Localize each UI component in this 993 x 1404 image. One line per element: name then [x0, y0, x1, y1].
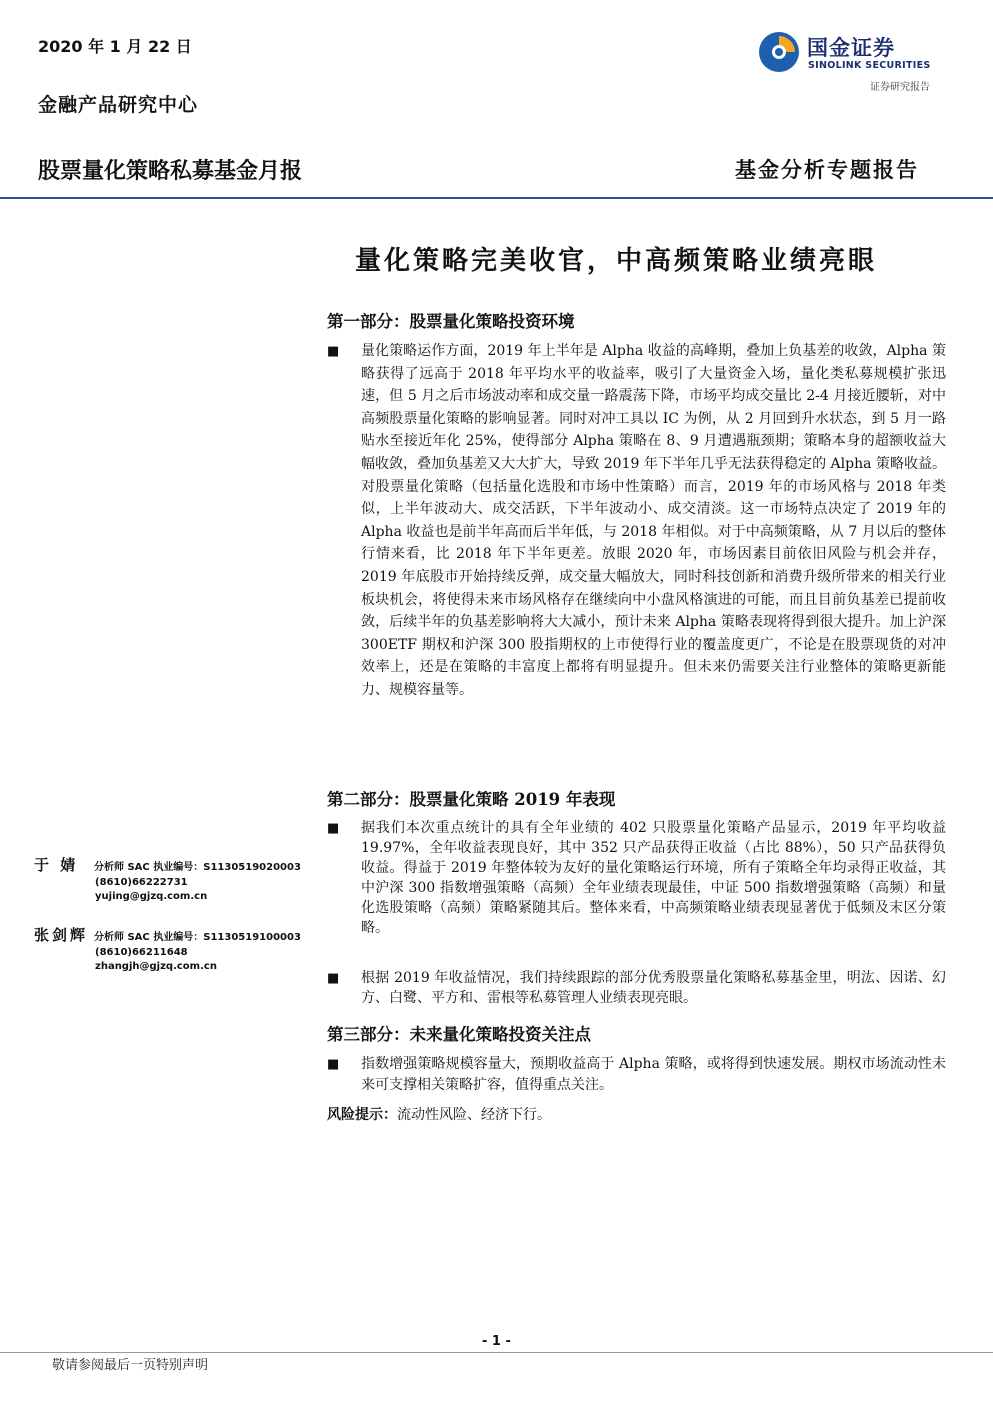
- analyst-card: [34, 928, 301, 975]
- section-2-paragraph-2: 根据 2019 年收益情况，我们持续跟踪的部分优秀股票量化策略私募基金里，明汯、因诺、幻方、白鹭、平方和、雷根等私募管理人业绩表现亮眼。: [361, 970, 946, 1006]
- analyst-phone: (8610)66222731: [95, 876, 188, 888]
- analyst-cert: 分析师 SAC 执业编号：S1130519100003: [94, 932, 301, 943]
- company-logo: [757, 30, 947, 78]
- analyst-email: zhangjh@gjzq.com.cn: [95, 961, 217, 972]
- logo-emblem-icon: [757, 30, 801, 74]
- footer-disclaimer: 敬请参阅最后一页特别声明: [52, 1358, 209, 1373]
- logo-en-text: SINOLINK SECURITIES: [808, 60, 931, 71]
- page-title: 量化策略完美收官，中高频策略业绩亮眼: [355, 246, 878, 276]
- analyst-email: yujing@gjzq.com.cn: [95, 891, 208, 902]
- section-heading-1: 第一部分：股票量化策略投资环境: [327, 312, 575, 331]
- report-name: 股票量化策略私募基金月报: [38, 159, 303, 184]
- report-type: 基金分析专题报告: [735, 157, 919, 182]
- bullet-icon: ■: [327, 971, 340, 986]
- analyst-cert: 分析师 SAC 执业编号：S1130519020003: [94, 862, 301, 873]
- research-center: 金融产品研究中心: [38, 94, 199, 116]
- section-1-paragraph: 量化策略运作方面，2019 年上半年是 Alpha 收益的高峰期，叠加上负基差的收敛，Alpha 策略获得了远高于 2018 年平均水平的收益率，吸引了大量资金入场，量化类私募规模扩张迅速，但 5 月之后市场波动率和成交量一路震荡下降，市场平均成交量比 2-4 月接近腰斩，对中高频股票量化策略的影响显著。同时对冲工具以 IC 为例，从 2 月回到升水状态，到 5 月一路贴水至接近年化 25%，使得部分 Alpha 策略在 8、9 月遭遇瓶颈期；策略本身的超额收益大幅收敛，叠加负基差又大大扩大，导致 2019 年下半年几乎无法获得稳定的 Alpha 策略收益。对股票量化策略（包括量化选股和市场中性策略）而言，2019 年的市场风格与 2018 年类似，上半年波动大、成交活跃，下半年波动小、成交清淡。这一市场特点决定了 2019 年的 Alpha 收益也是前半年高而后半年低，与 2018 年相似。对于中高频策略，从 7 月以后的整体行情来看，比 2018 年下半年更差。放眼 2020 年，市场因素目前依旧风险与机会并存，2019 年底股市开始持续反弹，成交量大幅放大，同时科技创新和消费升级所带来的相关行业板块机会，将使得未来市场风格存在继续向中小盘风格演进的可能，而且目前负基差已提前收敛，后续半年的负基差影响将大大减小，预计未来 Alpha 策略表现将得到很大提升。加上沪深 300ETF 期权和沪深 300 股指期权的上市使得行业的覆盖度更广，不论是在股票现货的对冲效率上，还是在策略的丰富度上都将有明显提升。但未来仍需要关注行业整体的策略更新能力、规模容量等。: [361, 343, 946, 698]
- bullet-icon: ■: [327, 821, 340, 836]
- risk-warning: [327, 1104, 551, 1124]
- risk-label: 风险提示：: [327, 1107, 397, 1123]
- analyst-name: 于 婧: [34, 856, 79, 874]
- analyst-name: 张剑辉: [34, 926, 89, 944]
- risk-text: 流动性风险、经济下行。: [397, 1107, 551, 1123]
- logo-cn-text: 国金证券: [807, 36, 895, 60]
- analyst-card: [34, 858, 301, 905]
- analyst-phone: (8610)66211648: [95, 946, 188, 958]
- section-3-paragraph: 指数增强策略规模容量大，预期收益高于 Alpha 策略，或将得到快速发展。期权市场流动性未来可支撑相关策略扩容，值得重点关注。: [361, 1056, 946, 1093]
- section-heading-2: 第二部分：股票量化策略 2019 年表现: [327, 790, 616, 809]
- footer-divider: [0, 1352, 993, 1353]
- section-2-paragraph-1: 据我们本次重点统计的具有全年业绩的 402 只股票量化策略产品显示，2019 年平均收益 19.97%，全年收益表现良好，其中 352 只产品获得正收益（占比 88%），50 只产品获得负收益。得益于 2019 年整体较为友好的量化策略运行环境，所有子策略全年均录得正收益，其中沪深 300 指数增强策略（高频）全年业绩表现最佳，中证 500 指数增强策略（高频）和量化选股策略（高频）策略紧随其后。整体来看，中高频策略业绩表现显著优于低频及末区分策略。: [361, 820, 946, 936]
- header-divider: [0, 197, 993, 199]
- logo-subtitle: 证券研究报告: [870, 82, 930, 93]
- section-heading-3: 第三部分：未来量化策略投资关注点: [327, 1025, 591, 1044]
- report-date: 2020 年 1 月 22 日: [38, 37, 192, 56]
- page-number: - 1 -: [482, 1334, 511, 1349]
- bullet-icon: ■: [327, 344, 340, 359]
- bullet-icon: ■: [327, 1057, 340, 1072]
